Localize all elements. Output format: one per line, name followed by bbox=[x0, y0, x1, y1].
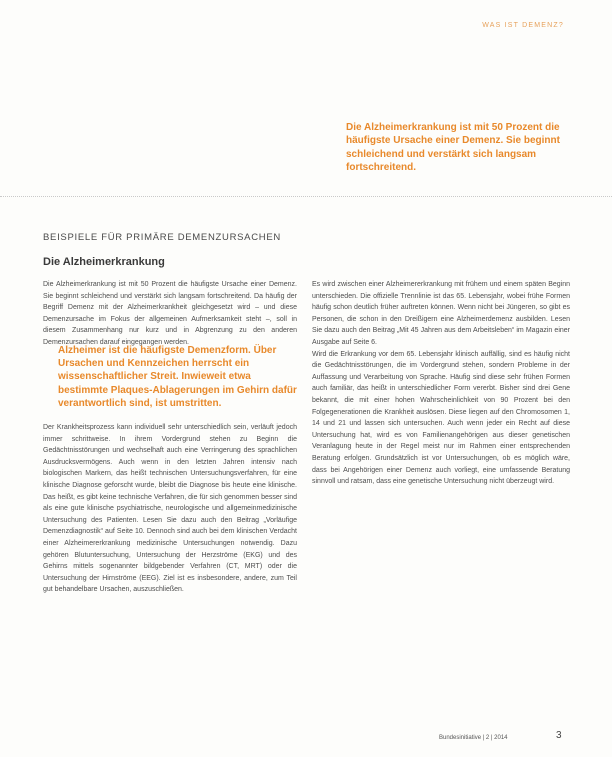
section-heading: BEISPIELE FÜR PRIMÄRE DEMENZURSACHEN bbox=[43, 232, 281, 243]
body-paragraph: Wird die Erkrankung vor dem 65. Lebensjahr klinisch auffällig, sind es häufig nicht die Gedächtnisstörungen, die im Vordergrund stehen, sondern Probleme in der Auffassung und Verarbeitung von Sprache. Häufig sind diese sehr frühen Formen auch familiär, das heißt in unterschiedlicher Form vererbt. Bisher sind drei Gene bekannt, die mit einer hohen Wahrscheinlichkeit von 90 Prozent bei den Folgegenerationen die Krankheit auslösen. Diese liegen auf den Chromosomen 1, 14 und 21 und lassen sich untersuchen. Auch wenn jeder ein Recht auf diese Untersuchung hat, wird es von Familienangehörigen aus dieser genetischen Veranlagung heute in der Regel meist nur im Rahmen einer entsprechenden Beratung erfolgen. Grundsätzlich ist vor Untersuchungen, ob es möglich wäre, dass bei Angehörigen einer Demenz auch vorliegt, eine umfassende Beratung sinnvoll und ratsam, dass eine genetische Untersuchung nicht überzeugt wird. bbox=[312, 350, 570, 486]
footer-publication: Bundesinitiative | 2 | 2014 bbox=[439, 735, 508, 741]
intro-quote: Die Alzheimerkrankung ist mit 50 Prozent die häufigste Ursache einer Demenz. Sie beginnt schleichend und verstärkt sich langsam fortschreitend. bbox=[346, 122, 560, 174]
section-divider bbox=[0, 196, 612, 197]
page-number: 3 bbox=[556, 730, 562, 741]
pull-quote: Alzheimer ist die häufigste Demenzform. Über Ursachen und Kennzeichen herrscht ein wissenschaftlicher Streit. Inwieweit etwa bestimmte Plaques-Ablagerungen im Gehirn dafür verantwortlich sind, ist umstritten. bbox=[58, 345, 297, 409]
sub-heading: Die Alzheimerkrankung bbox=[43, 256, 165, 268]
running-head: WAS IST DEMENZ? bbox=[482, 22, 564, 29]
right-column bbox=[312, 279, 570, 488]
left-column-bottom bbox=[43, 422, 297, 596]
body-paragraph: Die Alzheimerkrankung ist mit 50 Prozent die häufigste Ursache einer Demenz. Sie beginnt schleichend und verstärkt sich langsam fortschreitend. Da häufig der Begriff Demenz mit der Alzheimerkrankheit gleichgesetzt wird – und diese Demenzursache im Fokus der allgemeinen Aufmerksamkeit steht –, soll in diesem Zusammenhang nur kurz und in Abgrenzung zu den anderen Demenzursachen darauf eingegangen werden. bbox=[43, 281, 297, 346]
body-paragraph: Es wird zwischen einer Alzheimererkrankung mit frühem und einem späten Beginn unterschieden. Die offizielle Trennlinie ist das 65. Lebensjahr, wobei frühe Formen häufig schon deutlich früher auftreten können. Wenn nicht bei Jüngeren, so gibt es Personen, die schon in den Dreißigern eine Alzheimerdemenz ausbilden. Lesen Sie dazu auch den Beitrag „Mit 45 Jahren aus dem Arbeitsleben“ im Magazin einer Ausgabe auf Seite 6. bbox=[312, 281, 570, 346]
left-column-top bbox=[43, 279, 297, 349]
body-paragraph: Der Krankheitsprozess kann individuell sehr unterschiedlich sein, verläuft jedoch immer schrittweise. In ihrem Vordergrund stehen zu Beginn die Gedächtnisstörungen und wechselhaft auch eine Verringerung des sprachlichen Ausdrucksvermögens. Auch wenn in den letzten Jahren intensiv nach biologischen Markern, das heißt technischen Untersuchungsverfahren, für eine klinische Diagnose geforscht wurde, bleibt die Diagnose bis heute eine klinische. Das heißt, es gibt keine technische Verfahren, die für sich genommen besser sind als eine gute klinische psychiatrische, neurologische und allgemeinmedizinische Untersuchung des Patienten. Lesen Sie dazu auch den Beitrag „Vorläufige Demenzdiagnostik“ auf Seite 10. Dennoch sind auch bei dem klinischen Verdacht einer Alzheimererkrankung medizinische Untersuchungen notwendig. Dazu gehören Blutuntersuchung, Untersuchung der Herzströme (EKG) und des Gehirns mittels sogenannter bildgebender Verfahren (CT, MRT) oder die Untersuchung der Hirnströme (EEG). Ziel ist es insbesondere, andere, zum Teil gut behandelbare Ursachen, auszuschließen. bbox=[43, 424, 297, 594]
